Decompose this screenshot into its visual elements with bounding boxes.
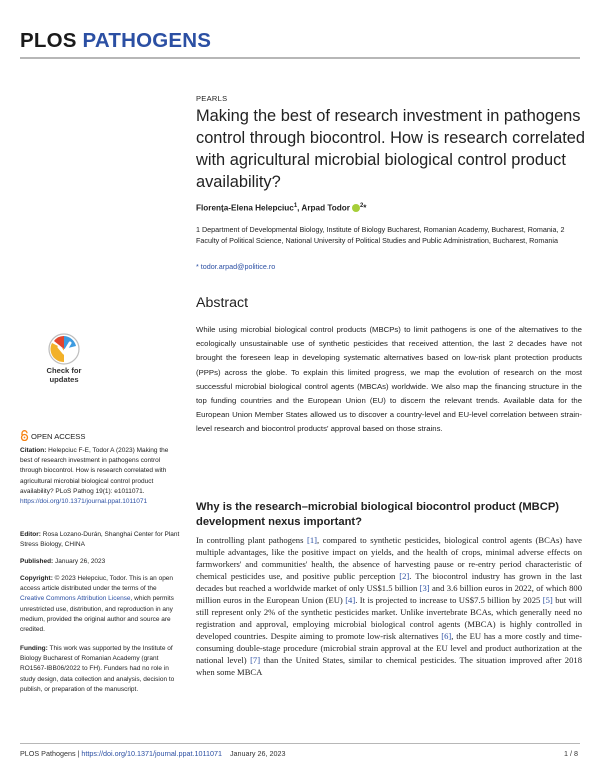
published-block: Published: January 26, 2023 [20, 558, 106, 565]
citation-doi-link[interactable]: https://doi.org/10.1371/journal.ppat.1011071 [20, 498, 148, 506]
open-lock-icon [20, 430, 29, 441]
footer-date: January 26, 2023 [229, 749, 286, 758]
footer-doi-link[interactable]: https://doi.org/10.1371/journal.ppat.1011071 [81, 749, 222, 758]
body-paragraph: In controlling plant pathogens [1], compared to synthetic pesticides, biological control agents (BCAs) have multiple advantages, like the positive impact on yields, and the health of crops, minimal adverse effects on farmworkers' and communities' health, the absence of harvesting pause or re-entry period characteristic of chemical pesticides use, and positive public perception [2]. The biocontrol industry has grown in the last decades but reached a worldwide market of only US$1.5 billion [3] and 3.6 billion euros in 2022, of which 800 million euros in the European Union (EU) [4]. It is projected to increase to US$7.5 billion by 2025 [5] but will still represent only 2% of the synthetic pesticides market. Unlike invertebrate BCAs, which generally need no registration and approval, employing microbial biological control agents (MBCA) is highly controlled in developed countries. Despite aiming to promote low-risk alternatives [6], the EU has a more costly and time-consuming double-stage procedure (microbial strain approval at the EU level and product authorization at the national level) [7] than the United States, similar to chemical pesticides. The situation improved after 2018 when some MBCA [196, 535, 582, 677]
author-separator: , [297, 203, 302, 213]
citation-ref[interactable]: [6] [441, 631, 452, 641]
article-type-label: PEARLS [196, 94, 228, 103]
abstract-heading: Abstract [196, 295, 249, 311]
page-footer: PLOS Pathogens | https://doi.org/10.1371/journal.ppat.1011071 January 26, 2023 [20, 749, 286, 758]
citation-ref[interactable]: [4] [345, 595, 356, 605]
citation-ref[interactable]: [7] [250, 655, 261, 665]
logo-pathogens: PATHOGENS [82, 29, 212, 52]
orcid-icon[interactable] [352, 204, 360, 212]
citation-ref[interactable]: [1] [306, 535, 317, 545]
footer-journal: PLOS Pathogens [20, 749, 76, 758]
abstract-text: While using microbial biological control products (MBCPs) to limit pathogens is one of the alternatives to the ecologically unsustainable use of synthetic pesticides that received attention, the last 2 decades have not brought the foreseen leap in developing systematic alternatives based on low-risk plant protection products (PPPs) across the globe. To explain this limited progress, we map the evolution of research on the most successful microbial biological control agents (MBCAs) worldwide. We also map the financing structure in the top funding countries and the European Union (EU) to discern the relevant trends. Available data for the European Union Member States allowed us to discover a country-level and EU-level correlation between strain-level research and biocontrol products' approval based on those strains. [196, 325, 582, 434]
article-title: Making the best of research investment in pathogens control through biocontrol. How is research correlated with agricultural microbial biological control product availability? [196, 107, 586, 191]
header-divider [20, 57, 580, 59]
author-affil-sup: 1 [293, 203, 298, 209]
funding-block: Funding: This work was supported by the Institute of Biology Bucharest of Romanian Academy (grant RO1567-IBB06/2022 to FH). Funders had no role in study design, data collection and analysis, decision to publish, or preparation of the manuscript. [20, 645, 175, 693]
author-name[interactable]: Florenţa-Elena Helepciuc [196, 203, 294, 213]
corresponding-email[interactable]: * todor.arpad@politice.ro [196, 262, 276, 271]
citation-ref[interactable]: [2] [399, 571, 410, 581]
citation-ref[interactable]: [5] [542, 595, 553, 605]
author-affil-sup: 2 [359, 203, 364, 209]
open-access-badge: OPEN ACCESS [20, 430, 85, 441]
copyright-block: Copyright: © 2023 Helepciuc, Todor. This is an open access article distributed under the terms of the Creative Commons Attribution License, which permits unrestricted use, distribution, and reproduction in any medium, provided the original author and source are credited. [20, 575, 174, 634]
logo-plos: PLOS [20, 29, 77, 52]
section-heading: Why is the research–microbial biological biocontrol product (MBCP) development nexus important? [196, 501, 560, 528]
affiliations: 1 Department of Developmental Biology, Institute of Biology Bucharest, Romanian Academy, Bucharest, Romania, 2 Faculty of Political Science, National University of Political Studies and Public Administration, Bucharest, Romania [196, 225, 565, 245]
corresponding-mark: * [363, 203, 367, 213]
author-list [196, 203, 366, 213]
editor-block: Editor: Rosa Lozano-Durán, Shanghai Center for Plant Stress Biology, CHINA [20, 531, 180, 549]
journal-logo [20, 29, 211, 53]
footer-divider [20, 743, 580, 744]
citation-block: Citation: Helepciuc F-E, Todor A (2023) Making the best of research investment in pathogens control through biocontrol. How is research correlated with agricultural microbial biological control product availability? PLoS Pathog 19(1): e1011071. https://doi.org/10.1371/journal.ppat.1011071 [20, 447, 169, 506]
page-number: 1 / 8 [564, 749, 578, 758]
license-link[interactable]: Creative Commons Attribution License [20, 595, 131, 603]
citation-ref[interactable]: [3] [419, 583, 430, 593]
check-for-updates-label[interactable]: Check for updates [46, 366, 82, 384]
author-name[interactable]: Arpad Todor [301, 203, 350, 213]
